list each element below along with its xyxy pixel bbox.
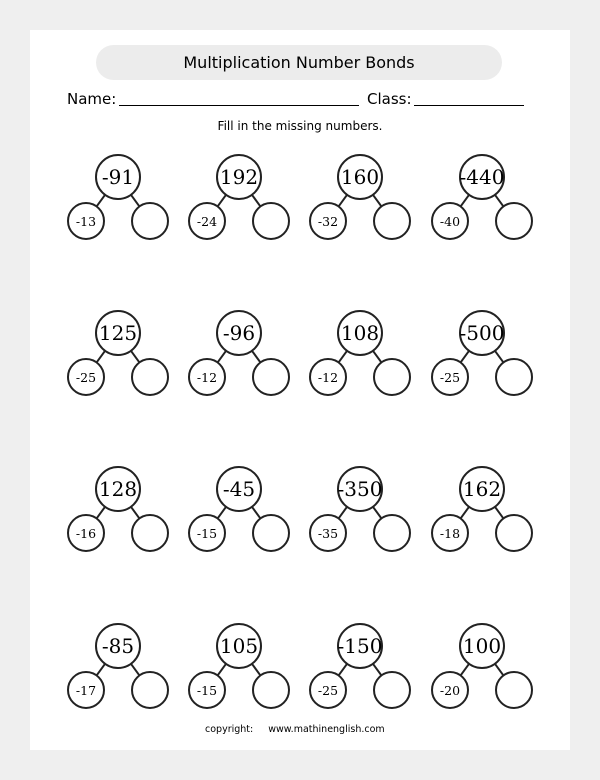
bond-connector-right [495,664,503,676]
bond-connector-left [339,507,347,519]
missing-factor-circle[interactable] [496,672,532,708]
bond-connector-left [97,351,105,363]
product-value: -96 [222,321,256,345]
missing-factor-circle[interactable] [253,359,289,395]
factor-value: -15 [196,526,218,541]
bond-connector-right [373,351,381,363]
copyright-label: copyright: [205,724,254,735]
missing-factor-circle[interactable] [132,515,168,551]
product-value: -85 [101,634,135,658]
bond-connector-right [252,507,260,519]
factor-value: -17 [75,683,97,698]
factor-value: -15 [196,683,218,698]
bond-connector-right [252,195,260,207]
bond-connector-right [252,664,260,676]
instructions: Fill in the missing numbers. [217,119,383,133]
bond-connector-right [373,664,381,676]
number-bond [432,624,532,708]
number-bond [310,624,410,708]
missing-factor-circle[interactable] [253,515,289,551]
bond-connector-right [131,507,139,519]
factor-value: -25 [317,683,339,698]
product-value: 160 [340,165,380,189]
number-bond [432,155,532,239]
missing-factor-circle[interactable] [374,203,410,239]
missing-factor-circle[interactable] [496,359,532,395]
bond-connector-left [461,507,469,519]
missing-factor-circle[interactable] [253,203,289,239]
missing-factor-circle[interactable] [374,672,410,708]
factor-value: -12 [317,370,339,385]
bond-connector-left [218,507,226,519]
product-value: 100 [462,634,502,658]
missing-factor-circle[interactable] [132,203,168,239]
product-value: -91 [101,165,135,189]
number-bond [68,624,168,708]
number-bond [68,467,168,551]
number-bond [68,155,168,239]
name-label: Name: [67,90,117,108]
factor-value: -25 [75,370,97,385]
missing-factor-circle[interactable] [496,515,532,551]
number-bond [310,155,410,239]
factor-value: -35 [317,526,339,541]
bond-connector-right [252,351,260,363]
worksheet-title: Multiplication Number Bonds [96,45,502,80]
factor-value: -13 [75,214,97,229]
number-bond [189,311,289,395]
bond-connector-left [218,195,226,207]
bond-connector-left [461,195,469,207]
product-value: 125 [98,321,138,345]
copyright-footer [205,724,385,735]
product-value: -440 [459,165,505,189]
product-value: 162 [462,477,502,501]
class-label: Class: [367,90,412,108]
bond-connector-left [218,351,226,363]
bond-connector-right [131,664,139,676]
number-bond [189,467,289,551]
bond-connector-left [97,507,105,519]
bond-connector-right [373,195,381,207]
product-value: 108 [340,321,380,345]
factor-value: -25 [439,370,461,385]
bond-connector-left [97,195,105,207]
number-bond [432,467,532,551]
number-bond [310,467,410,551]
bond-connector-right [495,507,503,519]
product-value: -45 [222,477,256,501]
factor-value: -12 [196,370,218,385]
number-bond [310,311,410,395]
bond-connector-right [495,195,503,207]
missing-factor-circle[interactable] [374,359,410,395]
product-value: 105 [219,634,259,658]
number-bond [68,311,168,395]
missing-factor-circle[interactable] [496,203,532,239]
website-url: www.mathinenglish.com [268,724,385,735]
product-value: 128 [98,477,138,501]
product-value: -350 [337,477,383,501]
bond-connector-left [339,195,347,207]
number-bond [432,311,532,395]
bond-connector-right [495,351,503,363]
missing-factor-circle[interactable] [132,359,168,395]
missing-factor-circle[interactable] [253,672,289,708]
factor-value: -18 [439,526,461,541]
bond-connector-left [461,351,469,363]
missing-factor-circle[interactable] [132,672,168,708]
product-value: -500 [459,321,505,345]
factor-value: -24 [196,214,218,229]
factor-value: -16 [75,526,97,541]
bond-connector-right [373,507,381,519]
missing-factor-circle[interactable] [374,515,410,551]
number-bond [189,624,289,708]
bond-connector-right [131,351,139,363]
factor-value: -20 [439,683,461,698]
bond-connector-left [97,664,105,676]
factor-value: -32 [317,214,339,229]
number-bond [189,155,289,239]
bond-connector-left [218,664,226,676]
product-value: -150 [337,634,383,658]
bond-connector-right [131,195,139,207]
product-value: 192 [219,165,259,189]
bond-connector-left [339,351,347,363]
bond-connector-left [461,664,469,676]
factor-value: -40 [439,214,461,229]
bond-connector-left [339,664,347,676]
